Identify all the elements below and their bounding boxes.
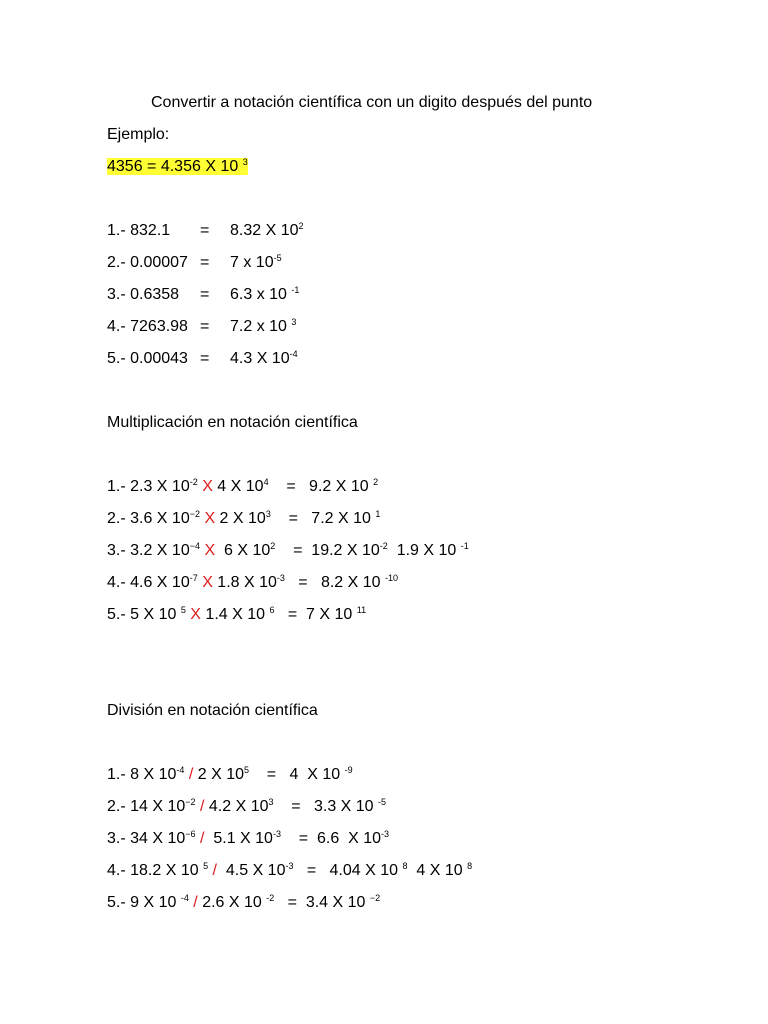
conversion-number: 5.- 0.00043: [107, 350, 188, 367]
conversion-exponent: -5: [273, 253, 282, 263]
equals-sign: =: [200, 350, 210, 367]
result-exponent: 11: [356, 605, 367, 615]
conversion-mantissa: 8.32 X 10: [230, 222, 299, 239]
example-line: [107, 157, 248, 178]
operator-sign: /: [193, 894, 198, 911]
operator-sign: /: [200, 798, 205, 815]
operand-b: 2 X 10: [193, 766, 244, 783]
example-text: 4356 = 4.356 X 10: [107, 158, 239, 175]
operand-b: 5.1 X 10: [204, 830, 273, 847]
conversion-mantissa: 7 x 10: [230, 254, 274, 271]
result: = 9.2 X 10: [268, 478, 374, 495]
conversion-exponent: 3: [291, 317, 297, 327]
conversion-row: [107, 253, 282, 274]
division-row: [107, 829, 389, 850]
result: = 19.2 X 10: [275, 542, 380, 559]
operand-a: 4.- 18.2 X 10: [107, 862, 204, 879]
multiplication-row: [107, 605, 366, 626]
equals-sign: =: [200, 318, 210, 335]
result: = 3.3 X 10: [273, 798, 379, 815]
division-row: [107, 765, 353, 786]
operand-b-exponent: -3: [276, 573, 285, 583]
operand-a-exponent: -4: [176, 765, 185, 775]
operand-a-exponent: 5: [203, 861, 209, 871]
result-exponent: 8: [402, 861, 408, 871]
operand-a: 2.- 3.6 X 10: [107, 510, 190, 527]
operand-a: 2.- 14 X 10: [107, 798, 186, 815]
conversion-mantissa: 4.3 X 10: [230, 350, 290, 367]
conversion-mantissa: 7.2 x 10: [230, 318, 292, 335]
operator-sign: X: [204, 542, 216, 559]
conversion-mantissa: 6.3 x 10: [230, 286, 292, 303]
conversion-number: 1.- 832.1: [107, 222, 171, 239]
operator-sign: X: [202, 574, 213, 591]
operand-b-exponent: -2: [266, 893, 275, 903]
result-exponent: -3: [381, 829, 390, 839]
multiplication-row: [107, 509, 380, 530]
result: = 6.6 X 10: [280, 830, 382, 847]
operator-sign: X: [202, 478, 213, 495]
operand-a-exponent: −2: [185, 797, 196, 807]
result-extra: 1.9 X 10: [387, 542, 461, 559]
result-exponent: -2: [379, 541, 388, 551]
result-exponent: 2: [373, 477, 379, 487]
operand-b: 4.2 X 10: [204, 798, 269, 815]
operator-sign: X: [204, 510, 216, 527]
conversion-number: 2.- 0.00007: [107, 254, 188, 271]
operand-b-exponent: -3: [285, 861, 294, 871]
operand-a: 3.- 3.2 X 10: [107, 542, 190, 559]
conversion-row: [107, 285, 299, 306]
result: = 4.04 X 10: [293, 862, 403, 879]
equals-sign: =: [200, 254, 210, 271]
division-heading: División en notación científica: [107, 702, 318, 719]
operand-a: 1.- 8 X 10: [107, 766, 177, 783]
conversion-number: 4.- 7263.98: [107, 318, 188, 335]
document-title: Convertir a notación científica con un digito después del punto: [151, 94, 593, 111]
conversion-exponent: 2: [298, 221, 304, 231]
operand-b-exponent: 3: [268, 797, 274, 807]
result: = 7 X 10: [274, 606, 357, 623]
operator-sign: X: [190, 606, 201, 623]
operand-a-exponent: −2: [189, 509, 200, 519]
operand-b: 4 X 10: [212, 478, 264, 495]
result-exponent: 1: [375, 509, 381, 519]
conversion-number: 3.- 0.6358: [107, 286, 180, 303]
conversion-row: [107, 349, 298, 370]
conversion-row: [107, 317, 296, 338]
operator-sign: /: [188, 766, 194, 783]
result-exponent: -5: [378, 797, 387, 807]
division-row: [107, 797, 386, 818]
operand-a-exponent: −4: [189, 541, 200, 551]
operand-b-exponent: 3: [265, 509, 271, 519]
operand-b: 2.6 X 10: [197, 894, 267, 911]
multiplication-heading: Multiplicación en notación científica: [107, 414, 358, 431]
operand-a-exponent: 5: [180, 605, 186, 615]
example-label: Ejemplo:: [107, 126, 170, 143]
operand-a: 3.- 34 X 10: [107, 830, 186, 847]
conversion-row: [107, 221, 304, 242]
result-extra: 4 X 10: [407, 862, 468, 879]
operand-b-exponent: 5: [244, 765, 250, 775]
multiplication-row: [107, 573, 398, 594]
operand-b-exponent: -3: [272, 829, 281, 839]
operand-b-exponent: 6: [269, 605, 275, 615]
result-exponent: −2: [369, 893, 381, 903]
operand-b: 1.4 X 10: [200, 606, 270, 623]
result-exponent: -9: [344, 765, 353, 775]
operand-a: 1.- 2.3 X 10: [107, 478, 190, 495]
operand-b: 4.5 X 10: [216, 862, 286, 879]
operand-a: 4.- 4.6 X 10: [107, 574, 190, 591]
operand-b: 6 X 10: [215, 542, 271, 559]
operand-a-exponent: −6: [185, 829, 196, 839]
operand-a-exponent: -2: [189, 477, 198, 487]
operand-a: 5.- 9 X 10: [107, 894, 181, 911]
division-row: [107, 861, 472, 882]
example-exponent: 3: [242, 157, 248, 167]
equals-sign: =: [200, 222, 210, 239]
conversion-exponent: -4: [289, 349, 298, 359]
result: = 7.2 X 10: [270, 510, 376, 527]
result: = 8.2 X 10: [284, 574, 385, 591]
operand-a-exponent: -4: [180, 893, 189, 903]
operand-b-exponent: 4: [263, 477, 269, 487]
division-row: [107, 893, 380, 914]
operand-a-exponent: -7: [189, 573, 198, 583]
multiplication-row: [107, 541, 469, 562]
conversion-exponent: -1: [291, 285, 300, 295]
result-exponent: -10: [384, 573, 398, 583]
result: = 4 X 10: [249, 766, 345, 783]
multiplication-row: [107, 477, 378, 498]
equals-sign: =: [200, 286, 210, 303]
operator-sign: /: [212, 862, 217, 879]
operand-b-exponent: 2: [270, 541, 276, 551]
result: = 3.4 X 10: [274, 894, 370, 911]
operand-b: 1.8 X 10: [212, 574, 277, 591]
result-extra-exponent: 8: [467, 861, 473, 871]
operand-b: 2 X 10: [215, 510, 266, 527]
operator-sign: /: [200, 830, 205, 847]
operand-a: 5.- 5 X 10: [107, 606, 181, 623]
result-extra-exponent: -1: [460, 541, 469, 551]
